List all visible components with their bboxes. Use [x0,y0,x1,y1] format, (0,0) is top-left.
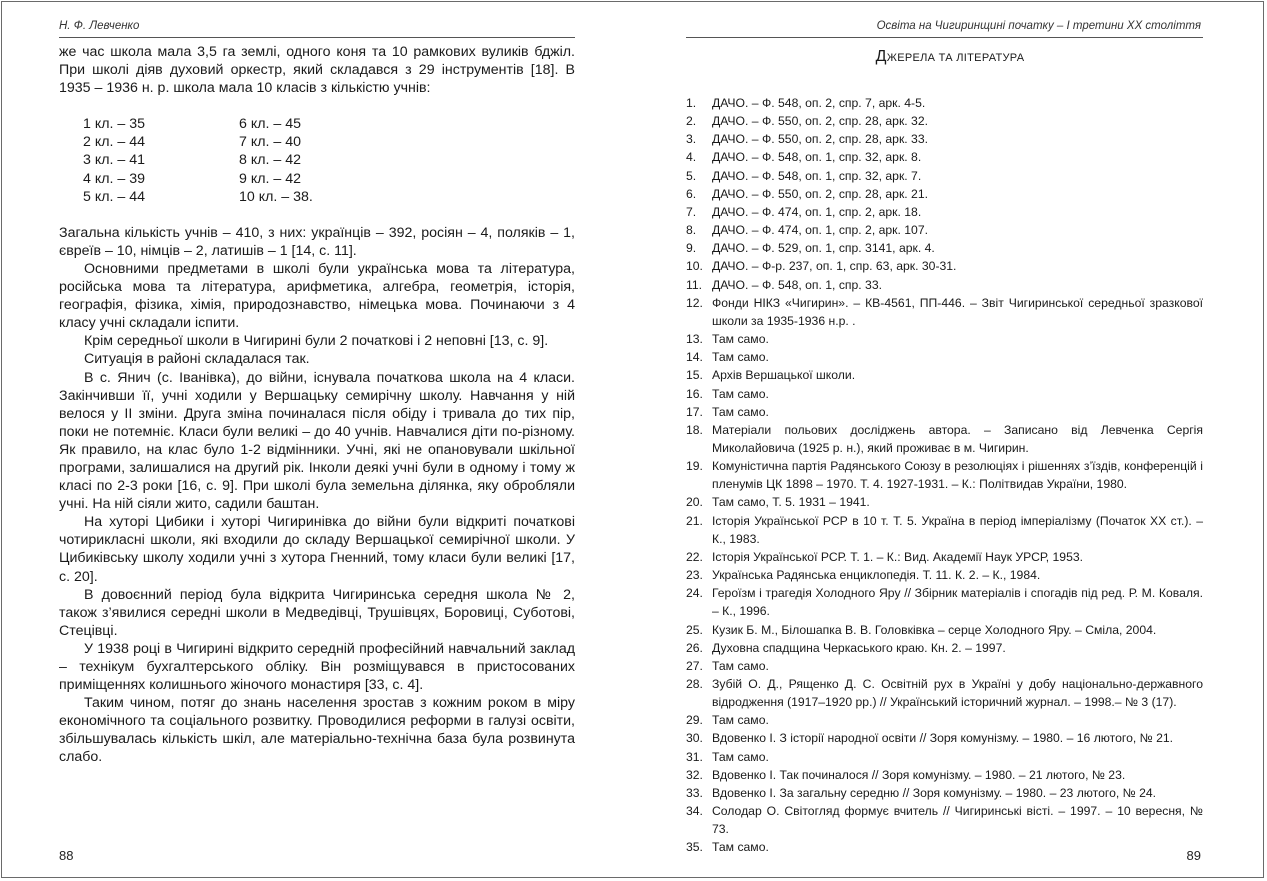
reference-number: 10. [686,259,703,274]
reference-item [686,221,1203,239]
reference-item [686,348,1203,366]
reference-text: ДАЧО. – Ф. 548, оп. 1, спр. 32, арк. 7. [712,168,922,183]
reference-text: Комуністична партія Радянського Союзу в резолюціях і рішеннях з’їздів, конференцій і пленумів ЦК 1898 – 1970. Т. 4. 1927-1931. – К.: Політвидав України, 1980. [712,459,1203,492]
body-text [59,43,575,767]
reference-item [686,548,1203,566]
reference-text: Солодар О. Світогляд формує вчитель // Чигиринські вісті. – 1997. – 10 вересня, № 73. [712,804,1203,837]
page-number: 88 [59,848,74,863]
reference-text: Там само. [712,658,769,673]
reference-number: 32. [686,767,703,782]
reference-number: 6. [686,186,697,201]
reference-number: 19. [686,459,703,474]
reference-text: Фонди НІКЗ «Чигирин». – КВ-4561, ПП-446. – Звіт Чигиринської середньої зразкової школи за 1935-1936 н.р. . [712,295,1203,328]
reference-text: ДАЧО. – Ф-р. 237, оп. 1, спр. 63, арк. 30-31. [712,259,957,274]
reference-text: Там само. [712,749,769,764]
class-table-cell: 4 кл. – 39 [83,170,145,187]
section-title-initial: Д [875,48,887,65]
class-table-cell: 5 кл. – 44 [83,188,145,205]
reference-text: ДАЧО. – Ф. 474, оп. 1, спр. 2, арк. 107. [712,223,928,238]
reference-number: 20. [686,495,703,510]
class-table-cell: 3 кл. – 41 [83,152,145,169]
reference-number: 14. [686,350,703,365]
reference-item [686,185,1203,203]
reference-item [686,294,1203,330]
paragraph: Основними предметами в школі були українська мова та література, російська мова та література, арифметика, алгебра, геометрія, історія, географія, фізика, хімія, природознавство, німецька мова. Починаючи з 4 класу учні складали іспити. [59,260,575,332]
reference-text: Архів Вершацької школи. [712,368,856,383]
reference-number: 22. [686,549,703,564]
reference-number: 16. [686,386,703,401]
reference-text: Матеріали польових досліджень автора. – Записано від Левченка Сергія Миколайовича (1925 р. н.), який проживає в м. Чигирин. [712,422,1203,455]
reference-text: ДАЧО. – Ф. 550, оп. 2, спр. 28, арк. 33. [712,132,928,147]
reference-item [686,94,1203,112]
reference-text: Там само. [712,840,769,855]
reference-item [686,784,1203,802]
reference-text: Кузик Б. М., Білошапка В. В. Головківка – серце Холодного Яру. – Сміла, 2004. [712,622,1157,637]
reference-text: Вдовенко І. За загальну середню // Зоря комунізму. – 1980. – 23 лютого, № 24. [712,785,1157,800]
reference-item [686,621,1203,639]
reference-number: 11. [686,277,703,292]
reference-number: 21. [686,513,703,528]
reference-number: 4. [686,150,697,165]
reference-number: 28. [686,677,703,691]
reference-text: ДАЧО. – Ф. 548, оп. 1, спр. 33. [712,277,882,292]
paragraph: В с. Янич (с. Іванівка), до війни, існувала початкова школа на 4 класи. Закінчивши її, учні ходили у Вершацьку семирічну школу. Навчання у ній велося у ІІ зміни. Друга зміна починалася після обіду і тривала до тих пір, поки не потемніє. Класи були великі – до 40 учнів. Навчалися діти по-різному. Як правило, на клас було 1-2 відмінники. Учні, які не опановували шкільної програми, залишалися на другий рік. Інколи деякі учні були в одному і тому ж класі по 2-3 роки [16, с. 9]. При школі була земельна ділянка, яку обробляли учні. На ній сіяли жито, садили баштан. [59,369,575,513]
paragraph: Ситуація в районі складалася так. [84,351,310,368]
reference-text: Там само. [712,332,769,347]
reference-text: Там само. [712,713,769,728]
reference-item [686,112,1203,130]
reference-item [686,239,1203,257]
reference-text: Зубій О. Д., Рященко Д. С. Освітній рух в Україні у добу національно-державного відродження (1917–1920 рр.) // Український історичний журнал. – 1998.– № 3 (17). [712,677,1203,710]
reference-item [686,148,1203,166]
reference-item [686,748,1203,766]
reference-text: Там само. [712,386,769,401]
reference-text: Там само. [712,350,769,365]
reference-item [686,711,1203,729]
reference-text: Героїзм і трагедія Холодного Яру // Збірник матеріалів і спогадів під ред. Р. М. Коваля. – К., 1996. [712,586,1203,619]
left-page [0,0,633,881]
reference-number: 23. [686,568,703,583]
reference-number: 8. [686,223,697,238]
reference-number: 12. [686,295,703,310]
reference-text: Там само. [712,404,769,419]
reference-number: 18. [686,422,703,437]
header-rule [59,37,575,38]
reference-number: 1. [686,96,697,110]
class-table-cell: 6 кл. – 45 [239,116,301,133]
paragraph: Крім середньої школи в Чигирині були 2 початкові і 2 неповні [13, с. 9]. [84,333,549,350]
reference-item [686,766,1203,784]
reference-item [686,385,1203,403]
reference-item [686,257,1203,275]
class-table-cell: 8 кл. – 42 [239,152,301,169]
reference-number: 13. [686,332,703,347]
reference-item [686,457,1203,493]
reference-number: 17. [686,404,703,419]
class-enrollment-table [83,115,575,205]
class-table-cell: 1 кл. – 35 [83,116,145,133]
class-table-cell: 10 кл. – 38. [239,188,313,205]
reference-item [686,566,1203,584]
reference-number: 35. [686,840,703,855]
class-table-cell: 2 кл. – 44 [83,134,145,151]
reference-number: 24. [686,586,703,601]
reference-item [686,276,1203,294]
class-table-cell: 9 кл. – 42 [239,170,301,187]
reference-text: Духовна спадщина Черкаського краю. Кн. 2. – 1997. [712,640,1006,655]
paragraph: Загальна кількість учнів – 410, з них: українців – 392, росіян – 4, поляків – 1, євреїв – 10, німців – 2, латишів – 1 [14, с. 11]. [59,224,575,259]
reference-item [686,130,1203,148]
reference-number: 33. [686,785,703,800]
reference-item [686,729,1203,747]
reference-text: Історія Української РСР в 10 т. Т. 5. Україна в період імперіалізму (Початок ХХ ст.). – К., 1983. [712,513,1203,546]
reference-number: 25. [686,622,703,637]
reference-number: 31. [686,749,703,764]
section-title-rest: ЖЕРЕЛА ТА ЛІТЕРАТУРА [886,52,1025,64]
header-rule [686,37,1203,38]
reference-item [686,639,1203,657]
running-head-author: Н. Ф. Левченко [59,20,140,32]
reference-text: ДАЧО. – Ф. 474, оп. 1, спр. 2, арк. 18. [712,204,922,219]
right-page [633,0,1267,881]
reference-item [686,657,1203,675]
reference-item [686,512,1203,548]
paragraph: Таким чином, потяг до знань населення зростав з кожним роком в міру економічного та соціального розвитку. Проводилися реформи в галузі освіти, збільшувалась кількість шкіл, але матеріально-технічна база була розвинута слабо. [59,695,575,766]
reference-text: ДАЧО. – Ф. 548, оп. 2, спр. 7, арк. 4-5. [712,96,926,110]
reference-item [686,802,1203,838]
running-head-title: Освіта на Чигиринщині початку – І третини ХХ століття [876,20,1201,32]
reference-number: 5. [686,168,697,183]
reference-item [686,366,1203,384]
reference-text: ДАЧО. – Ф. 529, оп. 1, спр. 3141, арк. 4. [712,241,935,256]
reference-number: 7. [686,204,697,219]
reference-text: ДАЧО. – Ф. 548, оп. 1, спр. 32, арк. 8. [712,150,922,165]
reference-number: 2. [686,114,697,129]
reference-text: Там само, Т. 5. 1931 – 1941. [712,495,870,510]
paragraph: На хуторі Цибики і хуторі Чигиринівка до війни були відкриті початкові чотирикласні школи, які входили до складу Вершацької семирічної школи. У Цибиківську школу ходили учні з хутора Гненний, тому класи були великі [17, с. 20]. [59,514,575,585]
reference-item [686,493,1203,511]
reference-item [686,675,1203,711]
reference-text: ДАЧО. – Ф. 550, оп. 2, спр. 28, арк. 21. [712,186,928,201]
reference-item [686,584,1203,620]
reference-item [686,403,1203,421]
reference-number: 26. [686,640,703,655]
reference-number: 29. [686,713,703,728]
reference-text: Вдовенко І. З історії народної освіти // Зоря комунізму. – 1980. – 16 лютого, № 21. [712,731,1174,746]
reference-item [686,203,1203,221]
reference-number: 15. [686,368,703,383]
reference-text: ДАЧО. – Ф. 550, оп. 2, спр. 28, арк. 32. [712,114,928,129]
reference-text: Українська Радянська енциклопедія. Т. 11. К. 2. – К., 1984. [712,568,1041,583]
reference-item [686,167,1203,185]
reference-text: Вдовенко І. Так починалося // Зоря комунізму. – 1980. – 21 лютого, № 23. [712,767,1126,782]
page-number: 89 [1186,848,1201,863]
section-title [633,48,1267,66]
reference-item [686,838,1203,856]
paragraph: У 1938 році в Чигирині відкрито середній професійний навчальний заклад – технікум бухгалтерського обліку. Він розміщувався в пристосованих приміщеннях колишнього жіночого монастиря [33, с. 4]. [59,640,575,694]
paragraph: В довоєнний період була відкрита Чигиринська середня школа № 2, також з’явилися середні школи в Медведівці, Трушівцях, Боровиці, Суботові, Стецівці. [59,586,575,639]
class-table-cell: 7 кл. – 40 [239,134,301,151]
reference-number: 3. [686,132,697,147]
reference-number: 27. [686,658,703,673]
references-list [686,94,1203,857]
reference-item [686,330,1203,348]
reference-item [686,421,1203,457]
reference-number: 34. [686,804,703,819]
intro-paragraph: же час школа мала 3,5 га землі, одного коня та 10 рамкових вуликів бджіл. При школі діяв духовий оркестр, який складався з 29 інструментів [18]. В 1935 – 1936 н. р. школа мала 10 класів з кількістю учнів: [59,44,575,97]
reference-number: 9. [686,241,697,256]
reference-number: 30. [686,731,703,746]
reference-text: Історія Української РСР. Т. 1. – К.: Вид. Академії Наук УРСР, 1953. [712,549,1084,564]
